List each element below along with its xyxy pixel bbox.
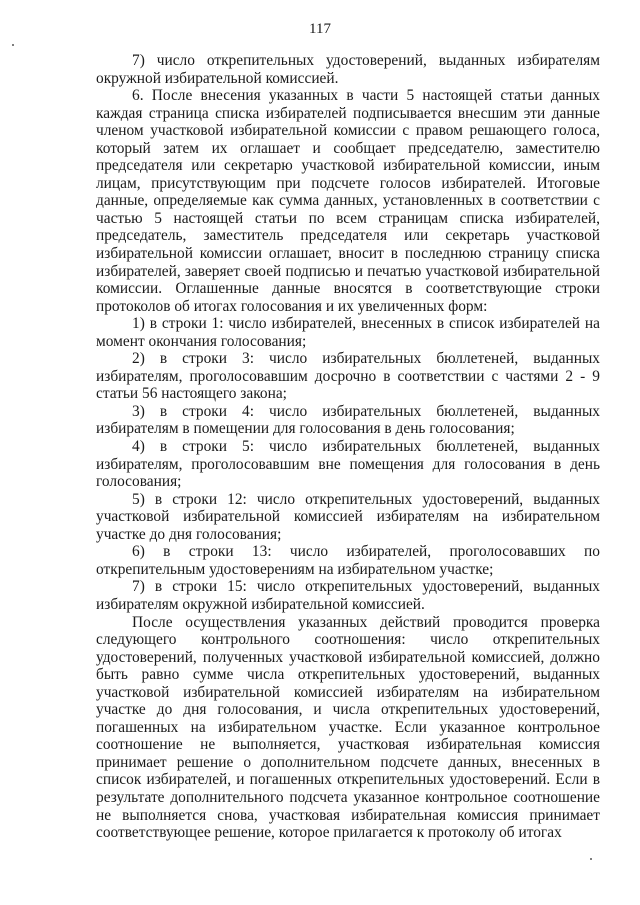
list-item: 7) в строки 15: число открепительных удостоверений, выданных избирателям окружной избирательной комиссией. — [96, 578, 600, 613]
paragraph: 7) число открепительных удостоверений, выданных избирателям окружной избирательной комиссией. — [96, 52, 600, 87]
list-item: 1) в строки 1: число избирателей, внесенных в список избирателей на момент окончания голосования; — [96, 315, 600, 350]
list-item: 6) в строки 13: число избирателей, проголосовавших по открепительным удостоверениям на избирательном участке; — [96, 543, 600, 578]
scan-speck — [590, 858, 592, 860]
paragraph: После осуществления указанных действий проводится проверка следующего контрольного соотношения: число открепительных удостоверений, полученных участковой избирательной комиссией, должно быть равно сумме числа открепительных удостоверений, выданных участковой избирательной комиссией избирателям на избирательном участке до дня голосования, и числа открепительных удостоверений, погашенных на избирательном участке. Если указанное контрольное соотношение не выполняется, участковая избирательная комиссия принимает решение о дополнительном подсчете данных, внесенных в список избирателей, и погашенных открепительных удостоверений. Если в результате дополнительного подсчета указанное контрольное соотношение не выполняется снова, участковая избирательная комиссия принимает соответствующее решение, которое прилагается к протоколу об итогах — [96, 613, 600, 842]
list-item: 3) в строки 4: число избирательных бюллетеней, выданных избирателям в помещении для голосования в день голосования; — [96, 402, 600, 438]
page-number: 117 — [309, 21, 331, 37]
paragraph: 6. После внесения указанных в части 5 настоящей статьи данных каждая страница списка избирателей подписывается внесшим эти данные членом участковой избирательной комиссии с правом решающего голоса, который затем их оглашает и сообщает председателю, заместителю председателя или секретарю участковой избирательной комиссии, иным лицам, присутствующим при подсчете голосов избирателей. Итоговые данные, определяемые как сумма данных, установленных в соответствии с частью 5 настоящей статьи по всем страницам списка избирателей, председатель, заместитель председателя или секретарь участковой избирательной комиссии оглашает, вносит в последнюю страницу списка избирателей, заверяет своей подписью и печатью участковой избирательной комиссии. Оглашенные данные вносятся в соответствующие строки протоколов об итогах голосования и их увеличенных форм: — [96, 87, 600, 315]
list-item: 4) в строки 5: число избирательных бюллетеней, выданных избирателям, проголосовавшим вне помещения для голосования в день голосования; — [96, 438, 600, 491]
list-item: 2) в строки 3: число избирательных бюллетеней, выданных избирателям, проголосовавшим досрочно в соответствии с частями 2 - 9 статьи 56 настоящего закона; — [96, 350, 600, 403]
scan-speck — [12, 44, 14, 46]
list-item: 5) в строки 12: число открепительных удостоверений, выданных участковой избирательной комиссией избирателям на избирательном участке до дня голосования; — [96, 490, 600, 543]
document-body — [96, 52, 600, 842]
